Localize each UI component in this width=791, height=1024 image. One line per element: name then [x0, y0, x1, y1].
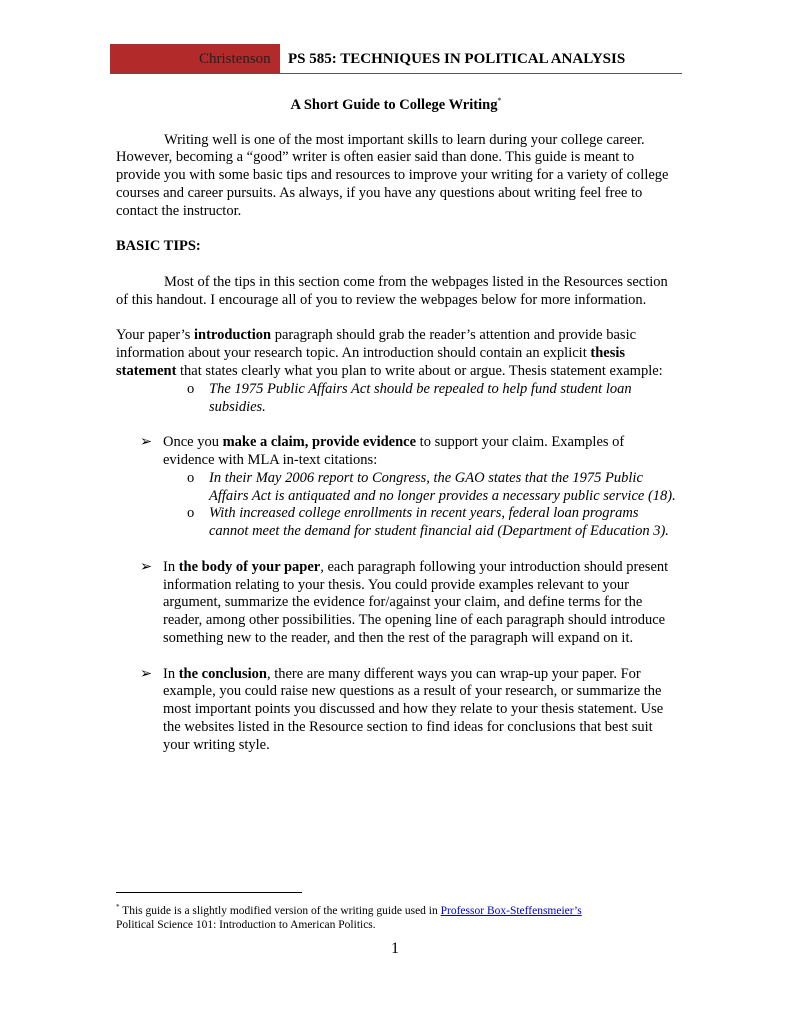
footnote-link[interactable]: Professor Box-Steffensmeier’s [440, 904, 582, 917]
list-item [116, 470, 676, 506]
basic-tips-lead: Most of the tips in this section come from the webpages listed in the Resources section of this handout. I encourage all of you to review the webpages below for more information. [116, 274, 668, 308]
circle-bullet-icon: o [187, 469, 195, 486]
arrow-bullet-icon: ➢ [140, 665, 153, 682]
document-body [116, 92, 676, 755]
evidence-example: In their May 2006 report to Congress, the GAO states that the 1975 Public Affairs Act is antiquated and no longer provides a necessary public service (18). [209, 469, 676, 504]
page-number: 1 [391, 940, 399, 957]
footnote: * This guide is a slightly modified version of the writing guide used in Professor Box-Steffensmeier’s Political Science 101: Introduction to American Politics. [116, 903, 582, 932]
list-item [116, 381, 676, 417]
thesis-example: The 1975 Public Affairs Act should be repealed to help fund student loan subsidies. [209, 380, 632, 415]
circle-bullet-icon: o [187, 505, 195, 522]
list-item: ➢ In the conclusion, there are many different ways you can wrap-up your paper. For example, you could raise new questions as a result of your research, or summarize the most important points you discussed and how they relate to your thesis statement. Use the websites listed in the Resource section to find ideas for conclusions that best suit your writing style. [140, 665, 664, 753]
footnote-rule [116, 892, 302, 893]
footnote-marker: * [116, 903, 120, 911]
list-item: ➢ Once you make a claim, provide evidence to support your claim. Examples of evidence with MLA in-text citations: [140, 434, 625, 468]
circle-bullet-icon: o [187, 380, 195, 397]
list-item [116, 505, 676, 541]
basic-tips-heading: BASIC TIPS: [116, 238, 201, 255]
evidence-example: With increased college enrollments in recent years, federal loan programs cannot meet the demand for student financial aid (Department of Education 3). [209, 505, 669, 540]
title-footnote-marker: * [497, 96, 502, 105]
header-rule [110, 73, 682, 74]
page-title: A Short Guide to College Writing* [290, 96, 502, 113]
header-author: Christenson [199, 51, 271, 67]
arrow-bullet-icon: ➢ [140, 434, 153, 451]
list-item: ➢ In the body of your paper, each paragraph following your introduction should present information relating to your thesis. You could provide examples relevant to your argument, summarize the evidence for/against your claim, and define terms for the reader, among other possibilities. The opening line of each paragraph should introduce something new to the reader, and then the rest of the paragraph will expand on it. [140, 558, 669, 646]
intro-paragraph: Writing well is one of the most important skills to learn during your college career. However, becoming a “good” writer is often easier said than done. This guide is meant to provide you with some basic tips and resources to improve your writing for a variety of college courses and career pursuits. As always, if you have any questions about writing feel free to contact the instructor. [116, 131, 669, 219]
header-course-title: PS 585: TECHNIQUES IN POLITICAL ANALYSIS [288, 51, 626, 67]
arrow-bullet-icon: ➢ [140, 558, 153, 575]
introduction-paragraph: Your paper’s introduction paragraph should grab the reader’s attention and provide basic information about your research topic. An introduction should contain an explicit thesis statement that states clearly what you plan to write about or argue. Thesis statement example: [116, 327, 663, 379]
